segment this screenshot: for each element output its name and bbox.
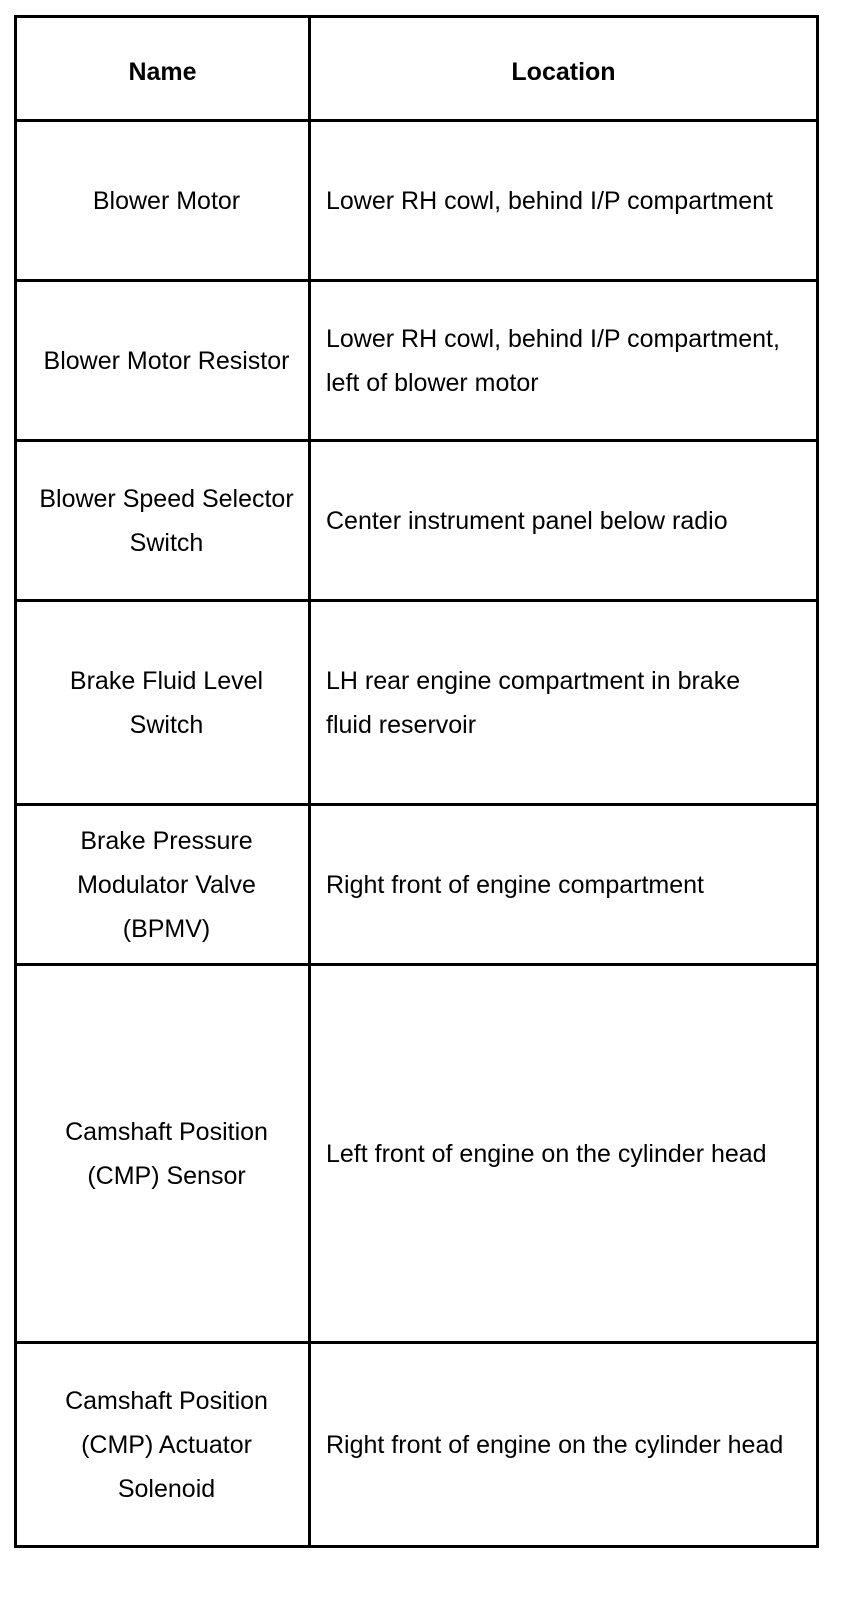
component-name: Camshaft Position (CMP) Actuator Solenoid xyxy=(16,1343,310,1547)
component-location: Lower RH cowl, behind I/P compartment, left of blower motor xyxy=(310,281,818,441)
component-location: Lower RH cowl, behind I/P compartment xyxy=(310,121,818,281)
table-row xyxy=(16,281,818,441)
table-row xyxy=(16,601,818,805)
component-location-table xyxy=(14,15,819,1548)
component-name: Brake Fluid Level Switch xyxy=(16,601,310,805)
table-row xyxy=(16,121,818,281)
table-row xyxy=(16,805,818,965)
component-name: Blower Speed Selector Switch xyxy=(16,441,310,601)
component-location: Right front of engine compartment xyxy=(310,805,818,965)
column-header-location: Location xyxy=(310,17,818,121)
component-location: LH rear engine compartment in brake fluid reservoir xyxy=(310,601,818,805)
component-location: Right front of engine on the cylinder head xyxy=(310,1343,818,1547)
component-name: Brake Pressure Modulator Valve (BPMV) xyxy=(16,805,310,965)
component-name: Blower Motor Resistor xyxy=(16,281,310,441)
table-row xyxy=(16,1343,818,1547)
component-name: Blower Motor xyxy=(16,121,310,281)
table-header-row xyxy=(16,17,818,121)
component-location: Center instrument panel below radio xyxy=(310,441,818,601)
component-name: Camshaft Position (CMP) Sensor xyxy=(16,965,310,1343)
column-header-name: Name xyxy=(16,17,310,121)
table-row xyxy=(16,965,818,1343)
component-location: Left front of engine on the cylinder head xyxy=(310,965,818,1343)
table-row xyxy=(16,441,818,601)
